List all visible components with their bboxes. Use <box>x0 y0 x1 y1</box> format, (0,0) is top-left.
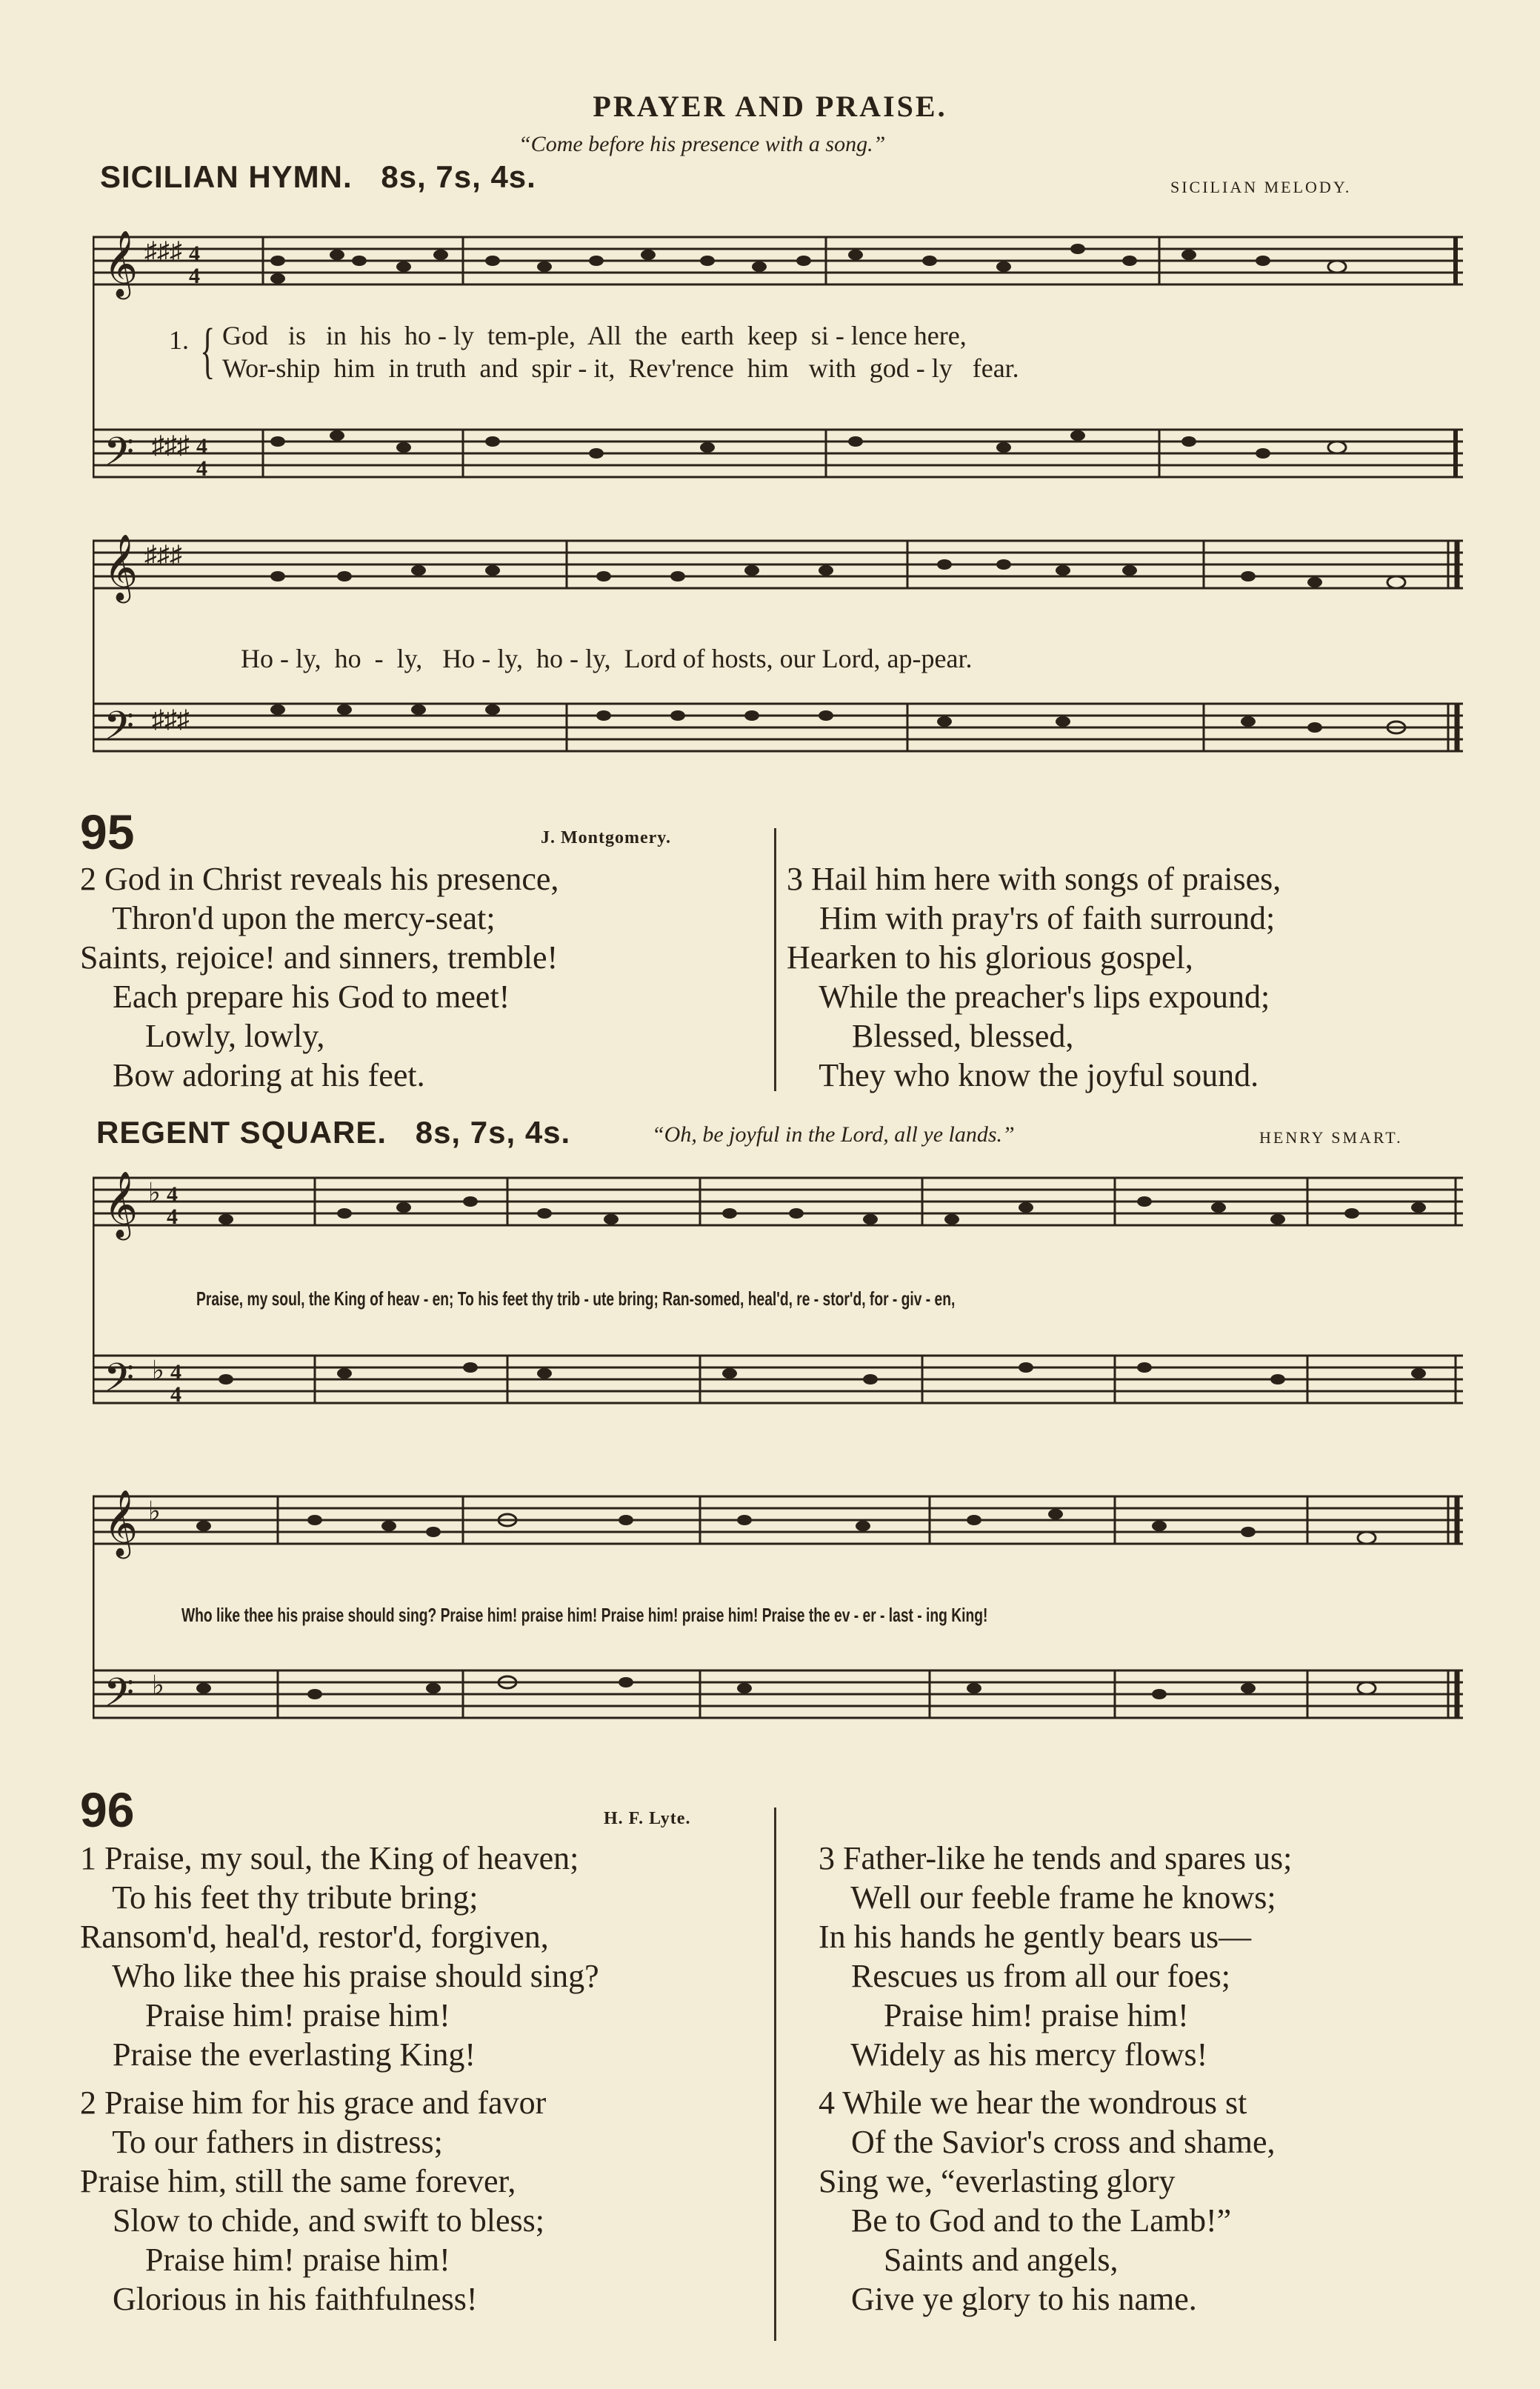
stanza-line: Him with pray'rs of faith surround; <box>787 900 1276 936</box>
stanza-line: Blessed, blessed, <box>787 1018 1074 1054</box>
stanza-line: Rescues us from all our foes; <box>819 1958 1230 1994</box>
stanza-line: Slow to chide, and swift to bless; <box>80 2202 544 2239</box>
svg-text:♯♯♯: ♯♯♯ <box>144 542 182 569</box>
hymn2-stanza4 <box>819 2083 1275 2319</box>
stanza-line: Glorious in his faithfulness! <box>80 2281 478 2317</box>
svg-text:𝄞: 𝄞 <box>104 1172 139 1236</box>
svg-text:𝄞: 𝄞 <box>104 231 139 296</box>
svg-text:𝄢: 𝄢 <box>104 430 135 483</box>
stanza-line: Each prepare his God to meet! <box>80 979 510 1015</box>
hymn2-motto: “Oh, be joyful in the Lord, all ye lands.” <box>652 1122 1015 1147</box>
stanza-line: Praise him! praise him! <box>80 2242 450 2278</box>
stanza-line: They who know the joyful sound. <box>787 1057 1259 1093</box>
hymn2-system2-score <box>93 1474 1463 1785</box>
hymn2-author: H. F. Lyte. <box>604 1809 691 1828</box>
svg-text:4: 4 <box>170 1382 181 1407</box>
stanza-line: To our fathers in distress; <box>80 2124 443 2160</box>
stanza-line: Be to God and to the Lamb!” <box>819 2202 1232 2239</box>
hymn1-lyric-line3: Ho - ly, ho - ly, Ho - ly, ho - ly, Lord of hosts, our Lord, ap-pear. <box>241 644 973 673</box>
stanza-line: Well our feeble frame he knows; <box>819 1879 1276 1916</box>
stanza-line: 1 Praise, my soul, the King of heaven; <box>80 1840 579 1876</box>
hymn2-meter: 8s, 7s, 4s. <box>415 1115 571 1150</box>
svg-text:♭: ♭ <box>152 1356 164 1385</box>
stanza-line: Hearken to his glorious gospel, <box>787 939 1193 976</box>
hymn2-tune-name: REGENT SQUARE. <box>96 1115 387 1150</box>
hymn1-verse-number: 1. <box>169 325 189 355</box>
hymn2-stanza2 <box>80 2083 546 2319</box>
stanza-line: 2 God in Christ reveals his presence, <box>80 861 559 897</box>
stanza-line: Lowly, lowly, <box>80 1018 325 1054</box>
svg-text:4: 4 <box>196 434 207 459</box>
stanza-line: Praise him, still the same forever, <box>80 2163 516 2199</box>
stanza-line: Praise him! praise him! <box>819 1997 1189 2033</box>
stanza-line: 3 Hail him here with songs of praises, <box>787 861 1281 897</box>
svg-text:𝄞: 𝄞 <box>104 535 139 599</box>
stanza-line: Thron'd upon the mercy-seat; <box>80 900 496 936</box>
stanza-line: Sing we, “everlasting glory <box>819 2163 1176 2199</box>
stanza-line: To his feet thy tribute bring; <box>80 1879 479 1916</box>
hymn2-composer: HENRY SMART. <box>1259 1128 1403 1147</box>
hymn1-column-divider <box>774 828 776 1091</box>
stanza-line: Widely as his mercy flows! <box>819 2036 1208 2073</box>
hymn1-motto: “Come before his presence with a song.” <box>519 132 886 156</box>
page-title: PRAYER AND PRAISE. <box>593 90 947 123</box>
stanza-line: Saints, rejoice! and sinners, tremble! <box>80 939 559 976</box>
svg-text:♭: ♭ <box>148 1178 161 1207</box>
hymn2-lyric-line1: Praise, my soul, the King of heav - en; To his feet thy trib - ute bring; Ran-somed, heal'd, re - stor'd, for - giv - en, <box>196 1287 956 1310</box>
svg-text:4: 4 <box>189 241 200 266</box>
stanza-line: Ransom'd, heal'd, restor'd, forgiven, <box>80 1919 549 1955</box>
hymn2-stanza3 <box>819 1839 1292 2074</box>
stanza-line: Who like thee his praise should sing? <box>80 1958 599 1994</box>
hymn2-stanza1 <box>80 1839 599 2074</box>
svg-text:♯♯♯: ♯♯♯ <box>144 238 182 265</box>
hymn2-system1-score <box>93 1156 1463 1467</box>
svg-text:♭: ♭ <box>148 1496 161 1526</box>
hymn1-stanza3 <box>787 859 1281 1095</box>
hymn1-composer: SICILIAN MELODY. <box>1170 178 1352 196</box>
stanza-line: Of the Savior's cross and shame, <box>819 2124 1276 2160</box>
stanza-line: Saints and angels, <box>819 2242 1119 2278</box>
stanza-line: Bow adoring at his feet. <box>80 1057 425 1093</box>
hymn1-lyric-line2: Wor-ship him in truth and spir - it, Rev'rence him with god - ly fear. <box>222 353 1019 383</box>
svg-text:4: 4 <box>189 264 200 288</box>
svg-text:♯♯♯: ♯♯♯ <box>152 706 190 733</box>
hymn2-lyric-line2: Who like thee his praise should sing? Praise him! praise him! Praise him! praise him! Praise the ev - er - last - ing King! <box>181 1604 988 1626</box>
svg-text:𝄞: 𝄞 <box>104 1490 139 1555</box>
svg-text:4: 4 <box>196 456 207 481</box>
svg-text:4: 4 <box>170 1360 181 1385</box>
hymn2-number: 96 <box>80 1782 135 1837</box>
stanza-line: 2 Praise him for his grace and favor <box>80 2085 547 2121</box>
stanza-line: 4 While we hear the wondrous st <box>819 2085 1247 2121</box>
hymn1-system2-score <box>93 519 1463 830</box>
hymn2-column-divider <box>774 1807 776 2341</box>
hymn1-meter: 8s, 7s, 4s. <box>381 159 536 194</box>
hymn1-tune-title <box>100 159 536 195</box>
hymn1-lyric-line1: God is in his ho - ly tem-ple, All the earth keep si - lence here, <box>222 321 967 350</box>
stanza-line: Give ye glory to his name. <box>819 2281 1197 2317</box>
stanza-line: Praise the everlasting King! <box>80 2036 476 2073</box>
stanza-line: While the preacher's lips expound; <box>787 979 1270 1015</box>
hymn2-tune-title <box>96 1115 570 1150</box>
svg-text:♭: ♭ <box>152 1670 164 1700</box>
svg-text:𝄢: 𝄢 <box>104 704 135 757</box>
svg-text:4: 4 <box>167 1205 178 1229</box>
hymn1-tune-name: SICILIAN HYMN. <box>100 159 353 194</box>
stanza-line: Praise him! praise him! <box>80 1997 450 2033</box>
hymn1-author: J. Montgomery. <box>541 828 671 847</box>
svg-text:𝄢: 𝄢 <box>104 1671 135 1724</box>
hymn1-stanza2 <box>80 859 559 1095</box>
stanza-line: In his hands he gently bears us— <box>819 1919 1252 1955</box>
svg-text:4: 4 <box>167 1182 178 1207</box>
svg-text:𝄢: 𝄢 <box>104 1356 135 1409</box>
svg-text:♯♯♯: ♯♯♯ <box>152 432 190 459</box>
hymn1-brace-left: { <box>200 316 216 385</box>
hymn1-number: 95 <box>80 804 135 859</box>
stanza-line: 3 Father-like he tends and spares us; <box>819 1840 1293 1876</box>
